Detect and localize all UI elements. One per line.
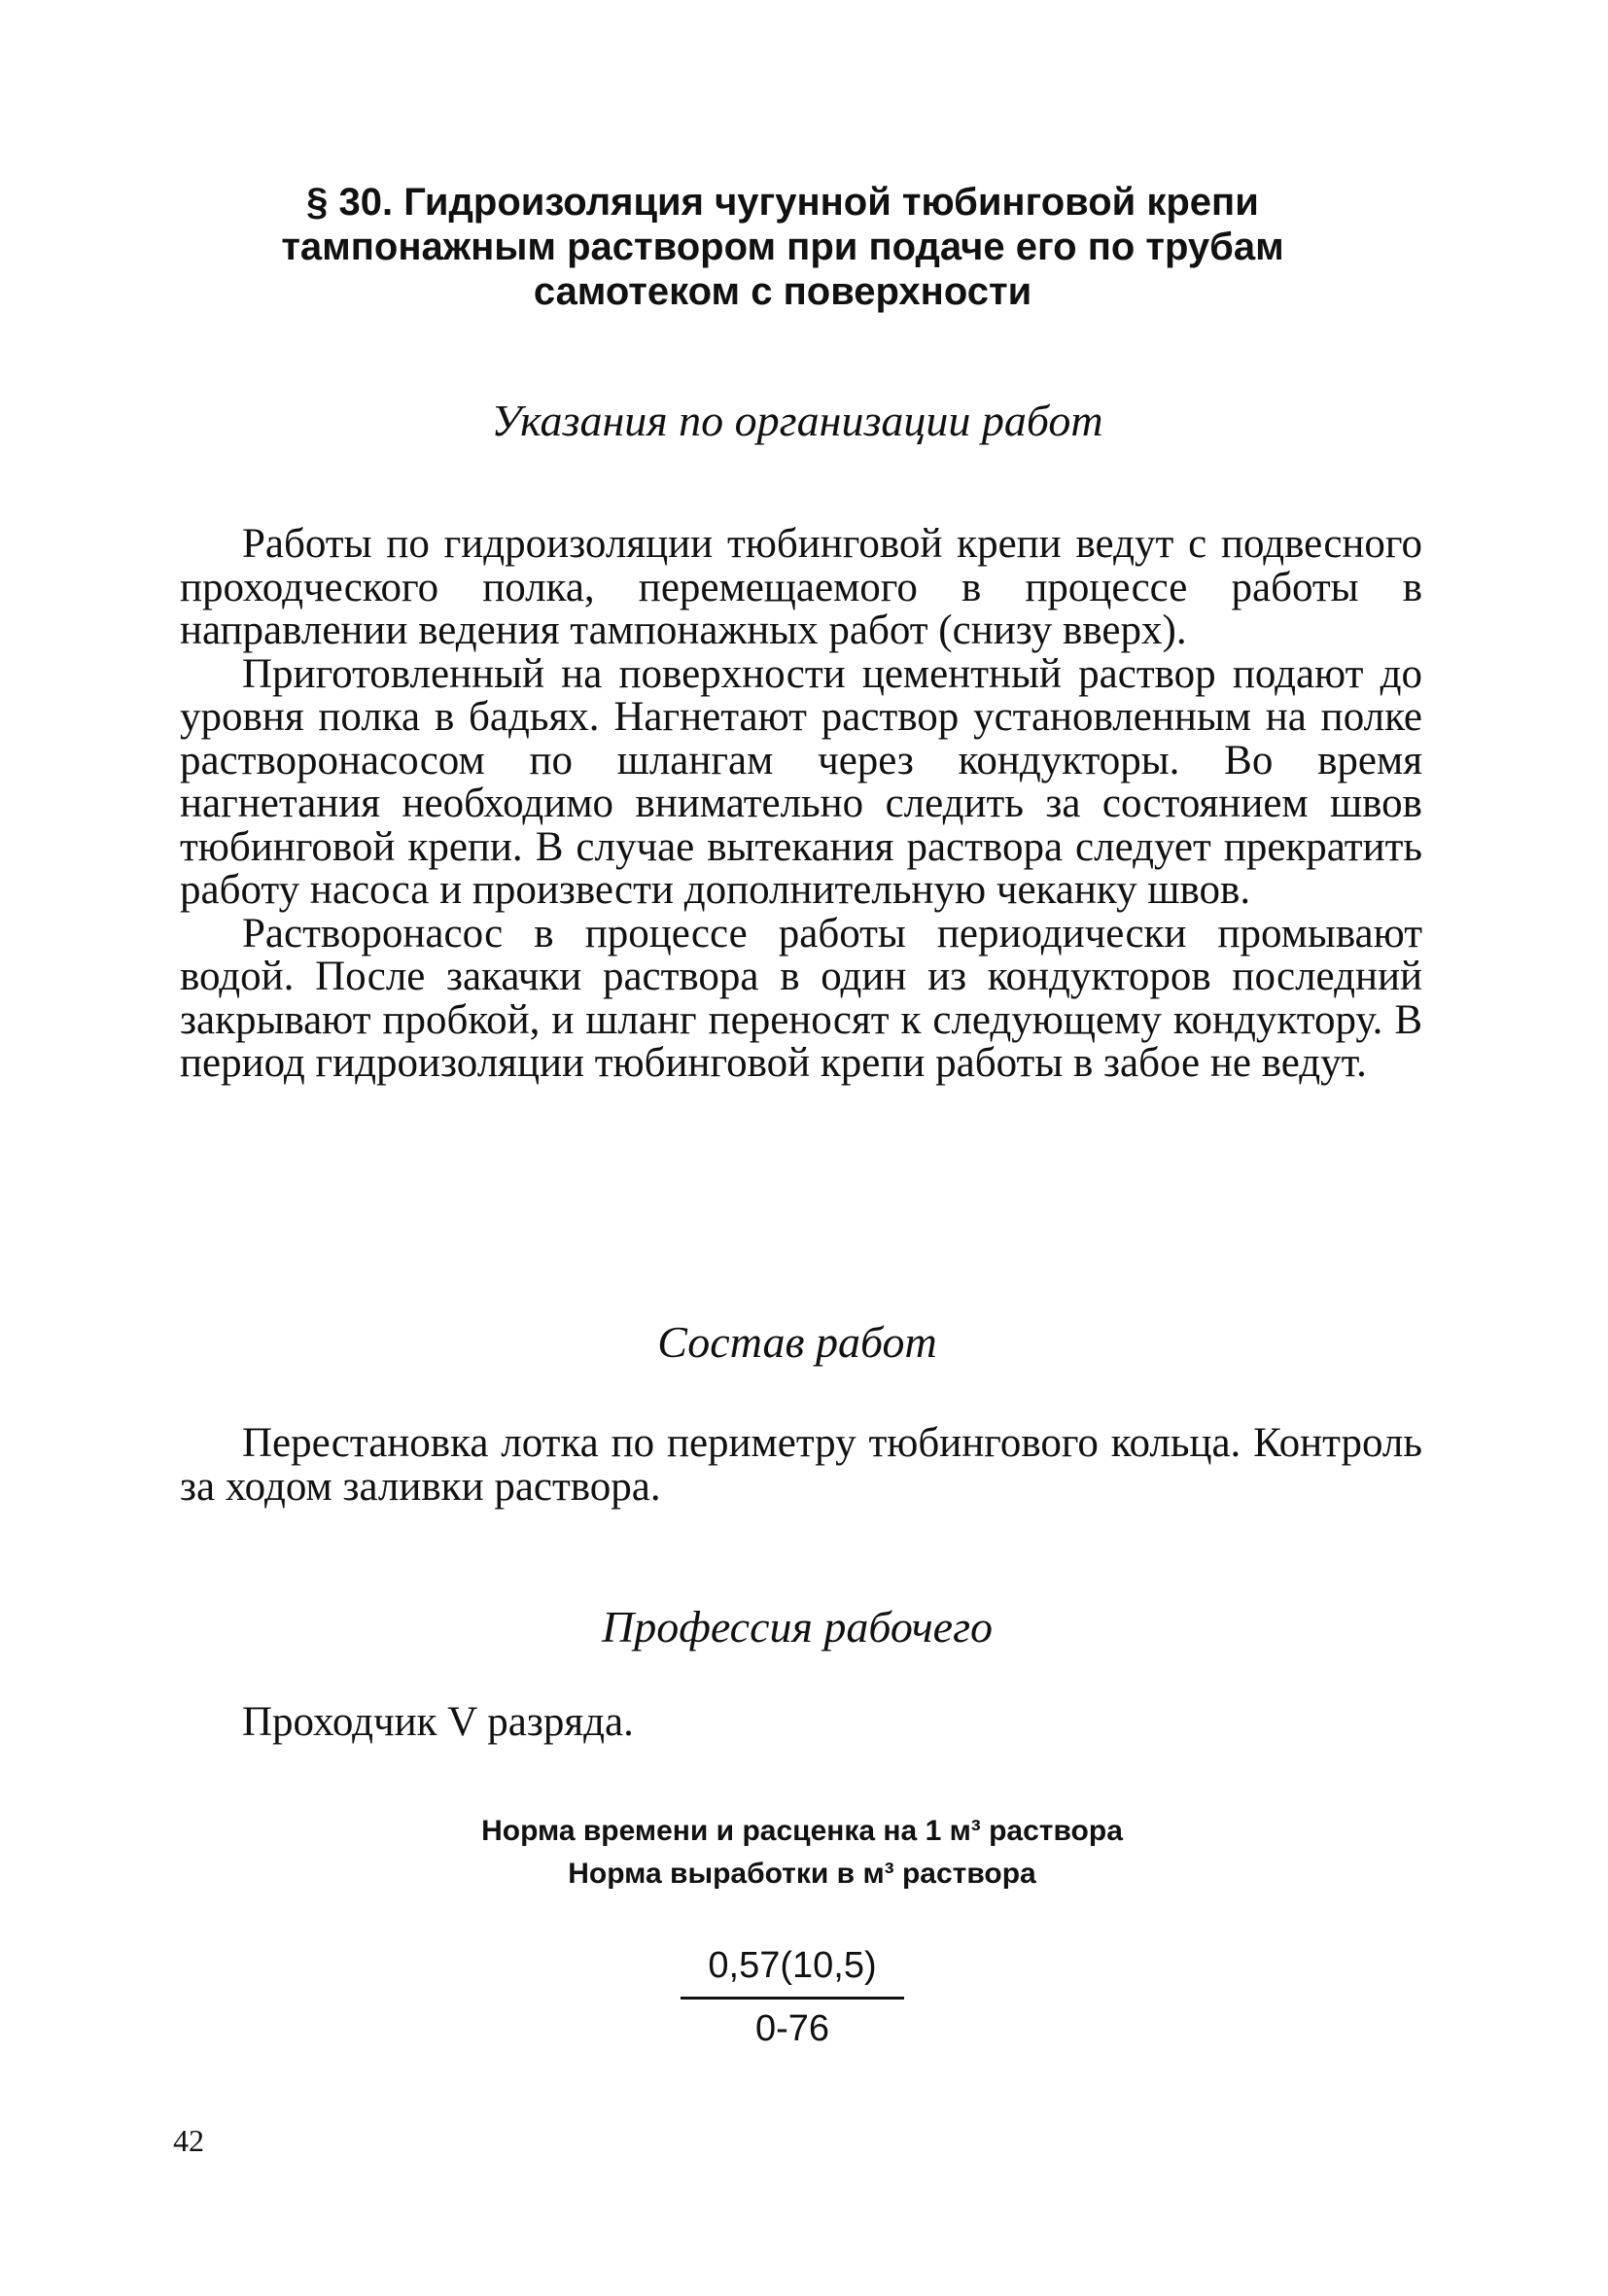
paragraph: Приготовленный на поверхности цементный раствор подают до уровня полка в бадьях. Нагнетают раствор установленным на полке растворонасосом по шлангам через кондукторы. Во время нагнетания необходимо внимательно следить за состоянием швов тюбинговой крепи. В случае вытекания раствора следует прекратить работу насоса и произвести дополнительную чеканку швов. [180,650,1422,913]
paragraph: Проходчик V разряда. [242,1699,634,1745]
organization-heading: Указания по организации работ [491,396,1103,445]
profession-heading: Профессия рабочего [601,1602,994,1652]
composition-heading: Состав работ [657,1317,937,1367]
norm-denominator: 0-76 [754,2008,830,2049]
section-title-line: самотеком с поверхности [533,270,1032,313]
page-number: 42 [173,2123,204,2158]
paragraph: Перестановка лотка по периметру тюбингового кольца. Контроль за ходом заливки раствора. [180,1420,1422,1510]
paragraph: Работы по гидроизоляции тюбинговой крепи ведут с подвесного проходческого полка, перемещаемого в процессе работы в направлении ведения тампонажных работ (снизу вверх). [180,521,1422,653]
paragraph: Растворонасос в процессе работы периодически промывают водой. После закачки раствора в один из кондукторов последний закрывают пробкой, и шланг переносят к следующему кондуктору. В период гидроизоляции тюбинговой крепи работы в забое не ведут. [180,910,1422,1086]
organization-text [180,523,1422,1086]
norm-caption-line: Норма выработки в м³ раствора [568,1858,1036,1890]
section-title-line: § 30. Гидроизоляция чугунной тюбинговой крепи [306,181,1259,224]
norm-numerator: 0,57(10,5) [681,1942,904,2000]
section-title-line: тампонажным раствором при подаче его по трубам [281,226,1284,268]
norm-caption-line: Норма времени и расценка на 1 м³ раствора [481,1815,1123,1847]
norm-fraction [681,1942,904,2052]
section-title [243,180,1322,314]
composition-text [180,1422,1422,1509]
profession-text [180,1701,1422,1745]
norm-caption [292,1810,1312,1896]
